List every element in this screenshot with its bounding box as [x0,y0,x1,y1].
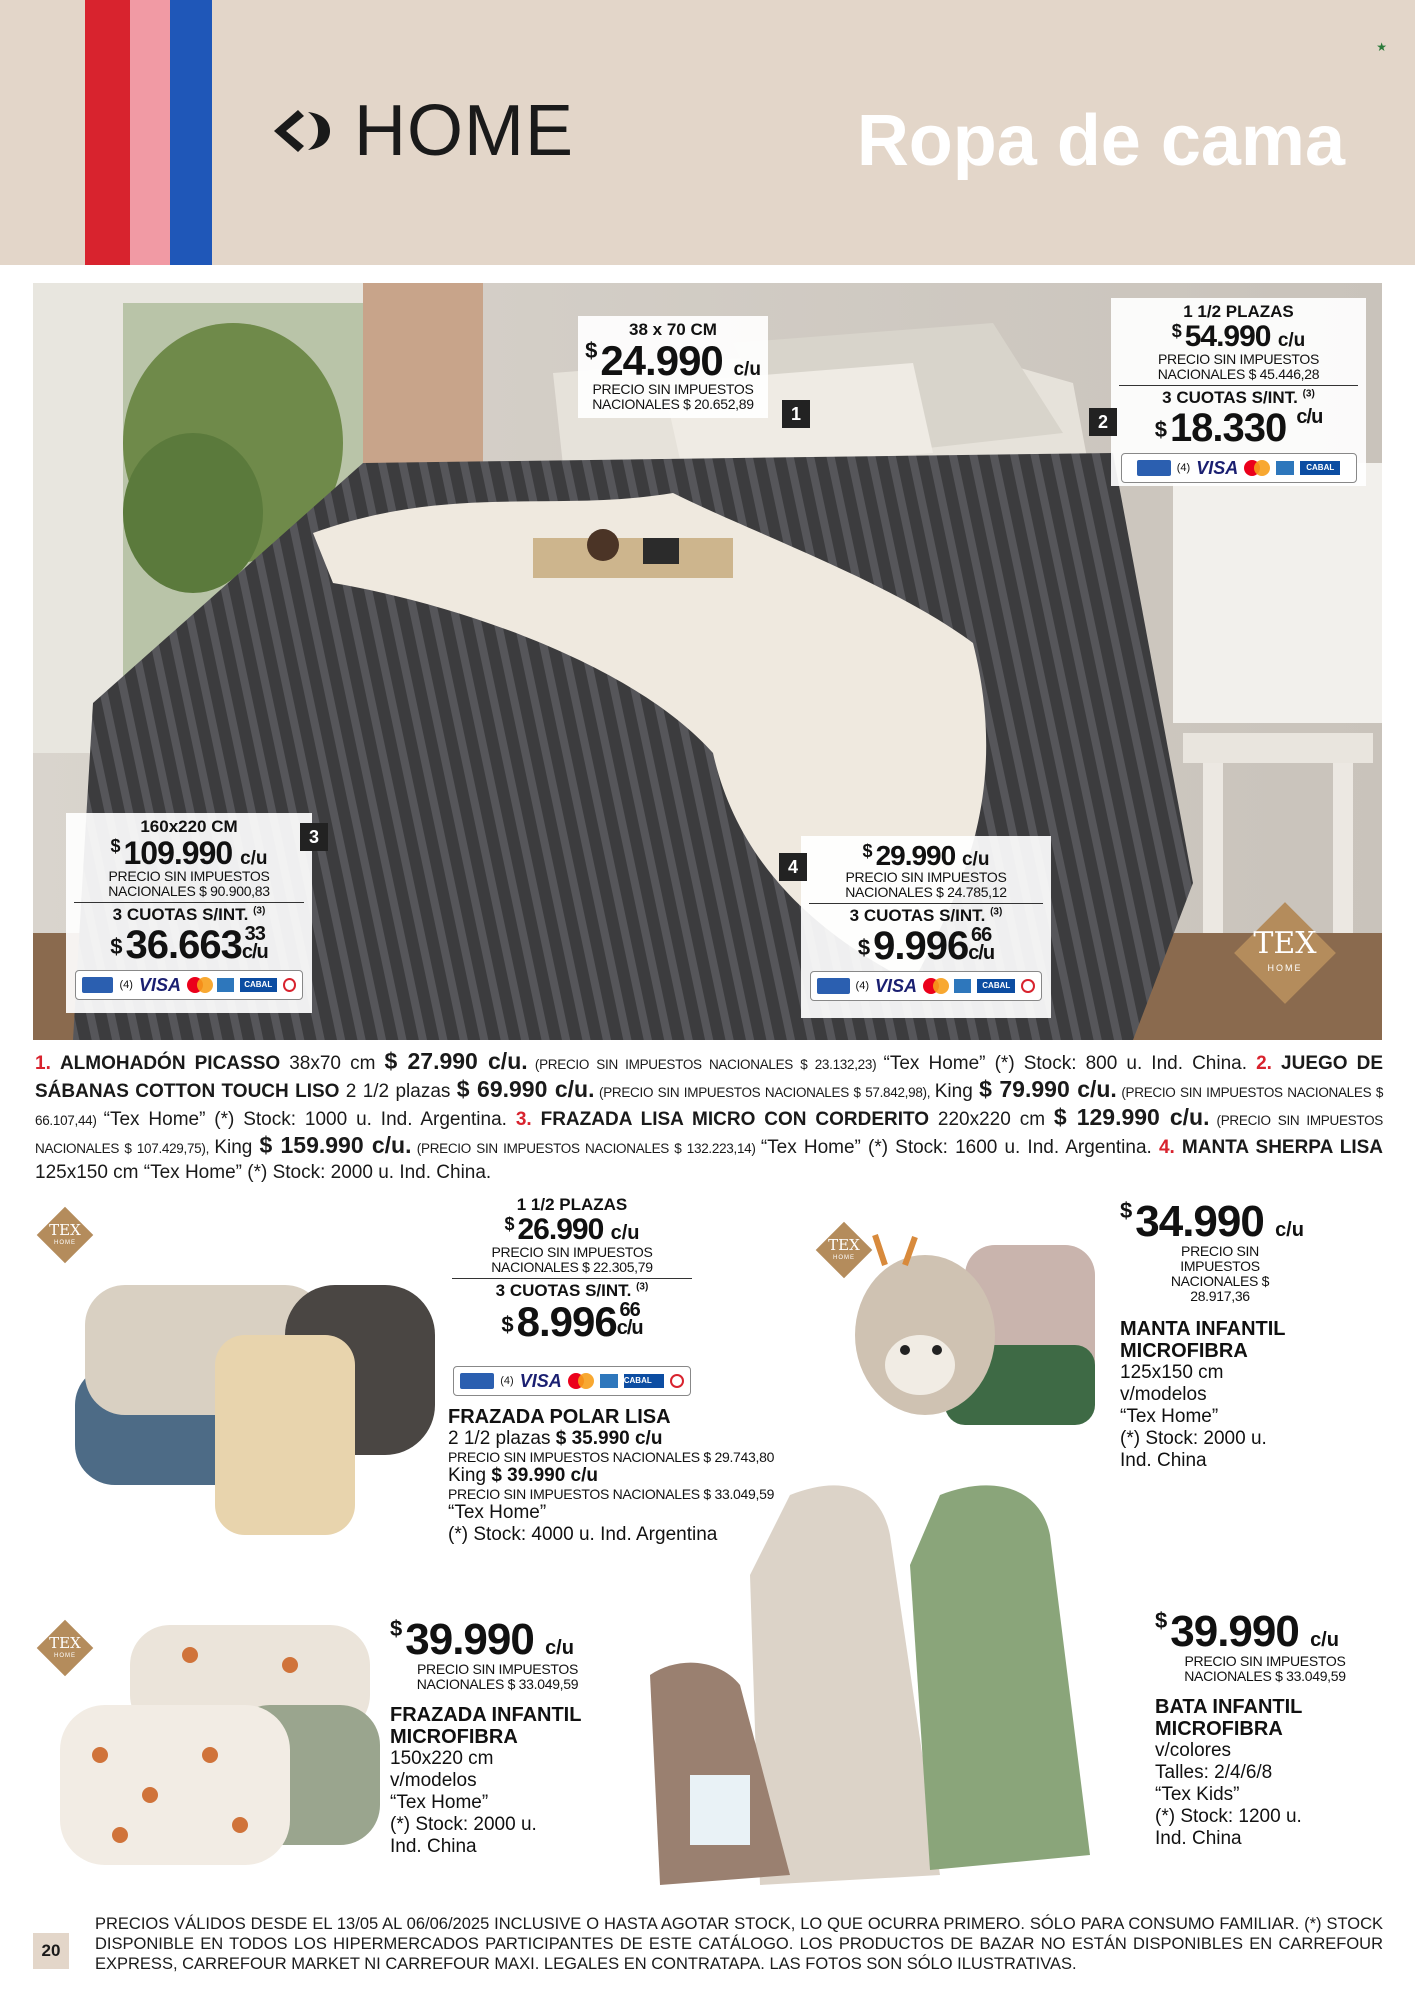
polar-blanket-photo [65,1265,445,1545]
manta-infantil-line: Ind. China [1120,1450,1207,1471]
payment-cards [1121,453,1357,483]
cents-value: 66 [971,924,992,946]
desc-name-4: MANTA SHERPA LISA [1181,1137,1383,1158]
polar-tax-2: PRECIO SIN IMPUESTOS NACIONALES $ 29.743,80 [448,1449,775,1465]
visa-icon: VISA [519,1370,562,1391]
desc-size-2: 2 1/2 plazas [339,1081,457,1102]
carrefour-c-icon [283,978,296,992]
tex-word: TEX [828,1236,860,1254]
page-number: 20 [33,1933,69,1969]
price-unit: c/u [961,849,990,870]
item-number-1: 1 [782,400,810,428]
currency: $ [390,1616,402,1641]
polar-size: 1 1/2 PLAZAS [516,1195,628,1214]
mastercard-icon [187,977,211,993]
currency: $ [1155,1608,1167,1633]
frazada-infantil-price [390,1615,630,1664]
bata-line: (*) Stock: 1200 u. [1155,1806,1302,1827]
price-value: 24.990 [600,337,723,384]
polar-cuota-price [452,1298,692,1345]
badge-tax: PRECIO SIN IMPUESTOS NACIONALES $ 20.652,89 [592,381,754,412]
cuotas-label: 3 CUOTAS S/INT. [112,905,249,924]
currency: $ [857,935,870,961]
price-unit: c/u [1310,1629,1339,1651]
manta-infantil-line: (*) Stock: 2000 u. [1120,1428,1267,1449]
cuota-cents [242,925,268,961]
desc-tax-2b: (PRECIO SIN IMPUESTOS NACIONALES $ 66.107,44) [35,1085,1384,1128]
bata-line: v/colores [1155,1740,1232,1761]
polar-price-block [452,1195,692,1343]
price-value: 29.990 [875,840,956,871]
badge-price [74,837,304,869]
carrefour-c-icon [670,1374,684,1388]
amex-icon [954,979,971,993]
cuota-cents [617,1301,643,1337]
frazada-infantil-line: 150x220 cm [390,1748,494,1769]
cabal-icon: CABAL [977,979,1015,993]
currency: $ [1154,417,1166,443]
desc-price-2b: $ 79.990 c/u. [979,1076,1117,1102]
mastercard-icon [923,978,948,994]
currency: $ [504,1214,514,1234]
cards-note: (4) [500,1375,514,1387]
desc-name-2: JUEGO DE SÁBANAS COTTON TOUCH LISO [35,1053,1384,1102]
tex-sub: HOME [1267,963,1303,973]
tex-sub: HOME [54,1240,76,1246]
tex-logo-polar [33,1203,97,1267]
kids-throw-photo [60,1615,390,1875]
polar-tax-king: PRECIO SIN IMPUESTOS NACIONALES $ 33.049,59 [448,1486,775,1502]
manta-infantil-tax: PRECIO SIN IMPUESTOS NACIONALES $ 28.917,36 [1170,1243,1270,1304]
brand-stripe-blue [170,0,212,265]
badge-cuotas [1119,385,1358,408]
badge-cuota-price [1119,408,1358,448]
cabal-icon: CABAL [240,978,277,992]
cuota-value: 8.996 [516,1298,617,1345]
frazada-infantil-line: Ind. China [390,1836,477,1857]
badge-price [1119,322,1358,352]
cuotas-label: 3 CUOTAS S/INT. [495,1281,632,1300]
price-value: 39.990 [405,1615,534,1664]
bata-tax: PRECIO SIN IMPUESTOS NACIONALES $ 33.049,59 [1184,1653,1346,1684]
manta-infantil-line: 125x150 cm [1120,1362,1224,1383]
carrefour-logo-icon [268,106,338,156]
desc-num-3: 3. [515,1109,532,1130]
kids-robes-photo [640,1475,1100,1895]
price-unit: c/u [733,359,761,380]
cuotas-note: (3) [990,906,1003,918]
badge-price [578,337,768,384]
price-unit: c/u [545,1637,574,1659]
cuotas-note: (3) [1302,388,1315,400]
frazada-infantil-name: FRAZADA INFANTIL MICROFIBRA [390,1704,582,1748]
carrefour-home-logo [268,91,574,171]
badge-tax: PRECIO SIN IMPUESTOS NACIONALES $ 90.900,83 [108,868,270,899]
badge-size: 38 x 70 CM [629,320,717,339]
mastercard-icon [568,1373,594,1389]
currency: $ [1171,321,1181,341]
bata-line: “Tex Kids” [1155,1784,1240,1805]
desc-tax-1: (PRECIO SIN IMPUESTOS NACIONALES $ 23.132,23) [527,1057,884,1072]
polar-brand: “Tex Home” [448,1502,547,1523]
desc-king-2: King [934,1081,980,1102]
desc-name-1: ALMOHADÓN PICASSO [59,1053,281,1074]
cuotas-note: (3) [636,1281,649,1293]
tex-word: TEX [49,1634,81,1652]
page-header [0,0,1415,265]
currency: $ [862,841,872,861]
manta-infantil-name: MANTA INFANTIL MICROFIBRA [1120,1318,1286,1362]
bedroom-photo [33,283,1382,1040]
desc-size-3: 220x220 cm [929,1109,1054,1130]
badge-cuota-price [809,926,1043,966]
carrefour-card-icon [460,1373,494,1389]
cabal-icon: CABAL [1300,461,1340,475]
currency: $ [110,836,120,856]
brand-stripe-red [85,0,130,265]
desc-num-2: 2. [1256,1053,1272,1074]
mastercard-icon [1244,460,1270,476]
payment-cards [75,970,303,1000]
desc-price-3b: $ 159.990 c/u. [259,1132,412,1158]
payment-cards [810,971,1042,1001]
price-unit: c/u [240,848,268,869]
bata-name: BATA INFANTIL MICROFIBRA [1155,1696,1303,1740]
cents-value: 33 [244,923,265,945]
desc-name-3: FRAZADA LISA MICRO CON CORDERITO [540,1109,930,1130]
manta-infantil-price [1120,1197,1390,1246]
cents-unit: c/u [616,1317,643,1339]
cuotas-label: 3 CUOTAS S/INT. [849,906,986,925]
polar-price-king: $ 39.990 c/u [491,1465,599,1486]
kids-blanket-photo [845,1225,1105,1435]
cents-unit: c/u [968,942,995,964]
polar-line-1 [448,1428,778,1450]
amex-icon [217,978,234,992]
cuotas-note: (3) [253,905,266,917]
cuota-unit: c/u [1296,406,1323,428]
frazada-infantil-line: “Tex Home” [390,1792,489,1813]
carrefour-card-icon [1137,460,1171,476]
price-value: 109.990 [123,835,233,871]
manta-infantil-block [1120,1197,1390,1472]
products-description [35,1049,1383,1185]
desc-num-1: 1. [35,1053,51,1074]
item-number-3: 3 [300,823,328,851]
badge-tax: PRECIO SIN IMPUESTOS NACIONALES $ 24.785,12 [845,869,1007,900]
polar-tax: PRECIO SIN IMPUESTOS NACIONALES $ 22.305,79 [491,1244,653,1275]
tex-sub: HOME [54,1653,76,1659]
bata-block [1155,1607,1385,1850]
frazada-infantil-block [390,1615,630,1858]
corner-mark-icon: ★ [1376,40,1387,54]
badge-almohadon [578,316,768,418]
polar-price-2: $ 35.990 c/u [555,1428,663,1449]
cuota-value: 18.330 [1169,406,1287,450]
desc-num-4: 4. [1158,1137,1175,1158]
badge-sabanas [1111,298,1366,486]
polar-payment-cards [453,1366,691,1396]
bata-line: Ind. China [1155,1828,1242,1849]
page-title: Ropa de cama [856,101,1345,181]
badge-cuotas [74,902,304,925]
currency: $ [501,1311,513,1337]
brand-text: HOME [354,91,574,171]
visa-icon: VISA [138,974,181,995]
currency: $ [585,338,597,363]
desc-detail-3: “Tex Home” (*) Stock: 1600 u. Ind. Argentina. [760,1137,1159,1158]
desc-tax-3b: (PRECIO SIN IMPUESTOS NACIONALES $ 132.223,14) [411,1141,761,1156]
price-value: 39.990 [1170,1607,1299,1656]
polar-price [452,1215,692,1245]
legal-text: PRECIOS VÁLIDOS DESDE EL 13/05 AL 06/06/2025 INCLUSIVE O HASTA AGOTAR STOCK, LO QUE OCURRA PRIMERO. SÓLO PARA CONSUMO FAMILIAR. (*) STOCK DISPONIBLE EN TODOS LOS HIPERMERCADOS PARTICIPANTES DE ESTE CATÁLOGO. LOS PRODUCTOS DE BAZAR NO ESTÁN DISPONIBLES EN CARREFOUR EXPRESS, CARREFOUR MARKET NI CARREFOUR MAXI. LEGALES EN CONTRATAPA. LAS FOTOS SON SÓLO ILUSTRATIVAS. [95,1915,1383,1973]
cards-note: (4) [119,979,133,991]
tex-sub: HOME [833,1255,855,1261]
desc-king-3: King [214,1137,260,1158]
desc-tax-3: (PRECIO SIN IMPUESTOS NACIONALES $ 107.429,75), [35,1113,1383,1156]
manta-infantil-line: “Tex Home” [1120,1406,1219,1427]
currency: $ [110,934,122,960]
badge-tax: PRECIO SIN IMPUESTOS NACIONALES $ 45.446,28 [1157,351,1320,382]
item-number-4: 4 [779,853,807,881]
bata-line: Talles: 2/4/6/8 [1155,1762,1273,1783]
carrefour-card-icon [817,978,850,994]
amex-icon [600,1374,618,1388]
carrefour-c-icon [1021,979,1035,993]
cabal-icon: CABAL [624,1374,664,1388]
frazada-infantil-line: (*) Stock: 2000 u. [390,1814,537,1835]
cuotas-label: 3 CUOTAS S/INT. [1162,388,1298,407]
amex-icon [1276,461,1294,475]
visa-icon: VISA [875,975,918,996]
polar-size-label: 2 1/2 plazas [448,1428,556,1449]
price-unit: c/u [1275,1219,1304,1241]
desc-price-3: $ 129.990 c/u. [1053,1104,1210,1130]
desc-detail-4: 125x150 cm “Tex Home” (*) Stock: 2000 u. Ind. China. [35,1162,492,1183]
cuota-value: 36.663 [125,923,242,967]
brand-stripe-pink [130,0,170,265]
desc-price-1: $ 27.990 c/u. [384,1048,528,1074]
cards-note: (4) [855,980,869,992]
badge-cuotas [809,903,1043,926]
price-unit: c/u [1277,330,1306,351]
price-unit: c/u [610,1222,640,1244]
polar-stock: (*) Stock: 4000 u. Ind. Argentina [448,1524,718,1545]
tex-word: TEX [49,1221,81,1239]
desc-detail-1: “Tex Home” (*) Stock: 800 u. Ind. China. [883,1053,1257,1074]
tex-home-logo [1229,897,1341,1009]
badge-frazada-corderito [66,813,312,1013]
currency: $ [1120,1198,1132,1223]
polar-name: FRAZADA POLAR LISA [448,1406,671,1428]
frazada-infantil-line: v/modelos [390,1770,477,1791]
price-value: 34.990 [1135,1197,1264,1246]
badge-cuota-price [74,925,304,965]
tex-word: TEX [1253,926,1317,961]
manta-infantil-line: v/modelos [1120,1384,1207,1405]
cents-value: 66 [619,1299,640,1321]
badge-manta-sherpa [801,836,1051,1018]
bata-price [1155,1607,1385,1656]
polar-king-label: King [448,1465,492,1486]
cuota-cents [968,926,994,962]
desc-tax-2: (PRECIO SIN IMPUESTOS NACIONALES $ 57.842,98), [594,1085,935,1100]
badge-price [809,842,1043,870]
cards-note: (4) [1176,462,1191,474]
item-number-2: 2 [1089,408,1117,436]
cuota-value: 9.996 [873,924,969,968]
desc-size-1: 38x70 cm [280,1053,385,1074]
badge-size: 160x220 CM [140,817,238,836]
carrefour-card-icon [82,977,113,993]
cents-unit: c/u [241,941,268,963]
visa-icon: VISA [1196,457,1239,478]
frazada-infantil-tax: PRECIO SIN IMPUESTOS NACIONALES $ 33.049,59 [416,1661,579,1692]
desc-price-2: $ 69.990 c/u. [456,1076,595,1102]
badge-size: 1 1/2 PLAZAS [1183,302,1294,321]
price-value: 54.990 [1184,320,1271,353]
desc-detail-2: “Tex Home” (*) Stock: 1000 u. Ind. Argentina. [103,1109,516,1130]
price-value: 26.990 [517,1213,604,1246]
